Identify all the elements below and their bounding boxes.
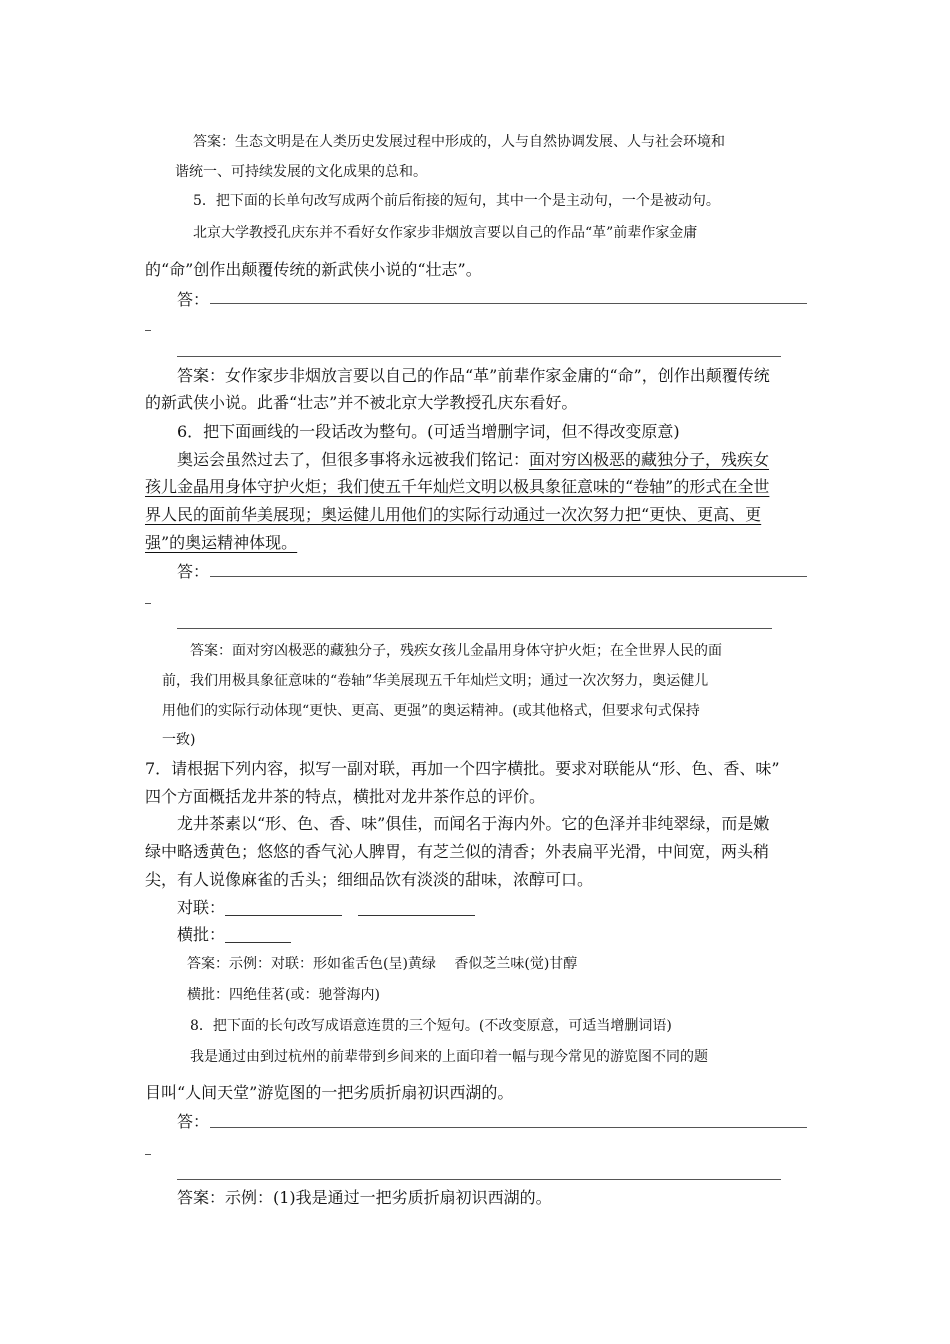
q8-text-line-1: 我是通过由到过杭州的前辈带到乡间来的上面印着一幅与现今常见的游览图不同的题 bbox=[190, 1049, 708, 1065]
q8-text-line-2: 目叫“人间天堂”游览图的一把劣质折扇初识西湖的。 bbox=[145, 1083, 514, 1102]
q6-answer-line-d: 一致) bbox=[162, 732, 196, 748]
q5-answer-line-b: 的新武侠小说。此番“壮志”并不被北京大学教授孔庆东看好。 bbox=[145, 393, 578, 412]
q6-text-line-2: 孩儿金晶用身体守护火炬；我们使五千年灿烂文明以极具象征意味的“卷轴”的形式在全世 bbox=[145, 477, 770, 496]
q6-answer-line-2[interactable] bbox=[177, 628, 772, 629]
q7-prompt-line-1: 7．请根据下列内容，拟写一副对联，再加一个四字横批。要求对联能从“形、色、香、味” bbox=[145, 759, 780, 778]
q5-answer-dash bbox=[145, 330, 151, 331]
q7-text-line-3: 尖，有人说像麻雀的舌头；细细品饮有淡淡的甜味，浓醇可口。 bbox=[145, 870, 594, 889]
q5-answer-line-a: 答案：女作家步非烟放言要以自己的作品“革”前辈作家金庸的“命”，创作出颠覆传统 bbox=[177, 366, 770, 385]
q7-text-line-2: 绿中略透黄色；悠悠的香气沁人脾胃，有芝兰似的清香；外表扁平光滑，中间宽，两头稍 bbox=[145, 842, 770, 861]
q4-answer-line-1: 答案：生态文明是在人类历史发展过程中形成的，人与自然协调发展、人与社会环境和 bbox=[193, 134, 725, 150]
q6-prompt: 6．把下面画线的一段话改为整句。(可适当增删字词，但不得改变原意) bbox=[177, 422, 680, 441]
q7-answer-line-b: 横批：四绝佳茗(或：驰誉海内) bbox=[187, 987, 380, 1003]
q5-answer-line-2[interactable] bbox=[177, 356, 781, 357]
q6-answer-dash bbox=[145, 603, 151, 604]
q6-text-plain: 奥运会虽然过去了，但很多事将永远被我们铭记： bbox=[177, 450, 530, 469]
q6-answer-line-c: 用他们的实际行动体现“更快、更高、更强”的奥运精神。(或其他格式，但要求句式保持 bbox=[162, 703, 700, 719]
q8-answer-label: 答： bbox=[177, 1112, 210, 1131]
q6-answer-line-b: 前，我们用极具象征意味的“卷轴”华美展现五千年灿烂文明；通过一次次努力，奥运健儿 bbox=[162, 673, 709, 689]
q7-couplet-label: 对联： bbox=[177, 898, 226, 917]
q7-couplet-blank-2[interactable] bbox=[358, 901, 475, 916]
q8-answer-line-2[interactable] bbox=[177, 1179, 781, 1180]
q5-answer-line-1[interactable] bbox=[210, 303, 807, 304]
q5-text-line-2: 的“命”创作出颠覆传统的新武侠小说的“壮志”。 bbox=[145, 260, 482, 279]
q8-answer-line-1[interactable] bbox=[210, 1127, 807, 1128]
q8-answer-dash bbox=[145, 1154, 151, 1155]
q6-text-line-1 bbox=[177, 452, 769, 468]
q6-answer-line-1[interactable] bbox=[210, 576, 807, 577]
q7-prompt-line-2: 四个方面概括龙井茶的特点，横批对龙井茶作总的评价。 bbox=[145, 787, 546, 806]
q7-banner-blank[interactable] bbox=[225, 928, 291, 943]
q4-answer-line-2: 谐统一、可持续发展的文化成果的总和。 bbox=[175, 164, 427, 180]
q5-answer-label: 答： bbox=[177, 290, 210, 309]
q6-text-underlined-start: 面对穷凶极恶的藏独分子，残疾女 bbox=[529, 450, 770, 469]
q6-text-line-3: 界人民的面前华美展现；奥运健儿用他们的实际行动通过一次次努力把“更快、更高、更 bbox=[145, 505, 762, 524]
q7-couplet-row bbox=[177, 900, 475, 916]
q6-text-line-4: 强”的奥运精神体现。 bbox=[145, 533, 298, 552]
q7-banner-label: 横批： bbox=[177, 925, 226, 944]
q5-prompt: 5．把下面的长单句改写成两个前后衔接的短句，其中一个是主动句，一个是被动句。 bbox=[193, 193, 720, 209]
q5-text-line-1: 北京大学教授孔庆东并不看好女作家步非烟放言要以自己的作品“革”前辈作家金庸 bbox=[193, 225, 698, 241]
q7-text-line-1: 龙井茶素以“形、色、香、味”俱佳，而闻名于海内外。它的色泽并非纯翠绿，而是嫩 bbox=[177, 814, 770, 833]
q7-couplet-blank-1[interactable] bbox=[225, 901, 342, 916]
q6-answer-label: 答： bbox=[177, 562, 210, 581]
q8-prompt: 8．把下面的长句改写成语意连贯的三个短句。(不改变原意，可适当增删词语) bbox=[190, 1018, 672, 1034]
q7-banner-row bbox=[177, 927, 291, 943]
q6-answer-line-a: 答案：面对穷凶极恶的藏独分子，残疾女孩儿金晶用身体守护火炬；在全世界人民的面 bbox=[190, 643, 722, 659]
q7-answer-line-a: 答案：示例：对联：形如雀舌色(呈)黄绿 香似芝兰味(觉)甘醇 bbox=[187, 956, 578, 972]
q8-answer-line-a: 答案：示例：(1)我是通过一把劣质折扇初识西湖的。 bbox=[177, 1188, 552, 1207]
